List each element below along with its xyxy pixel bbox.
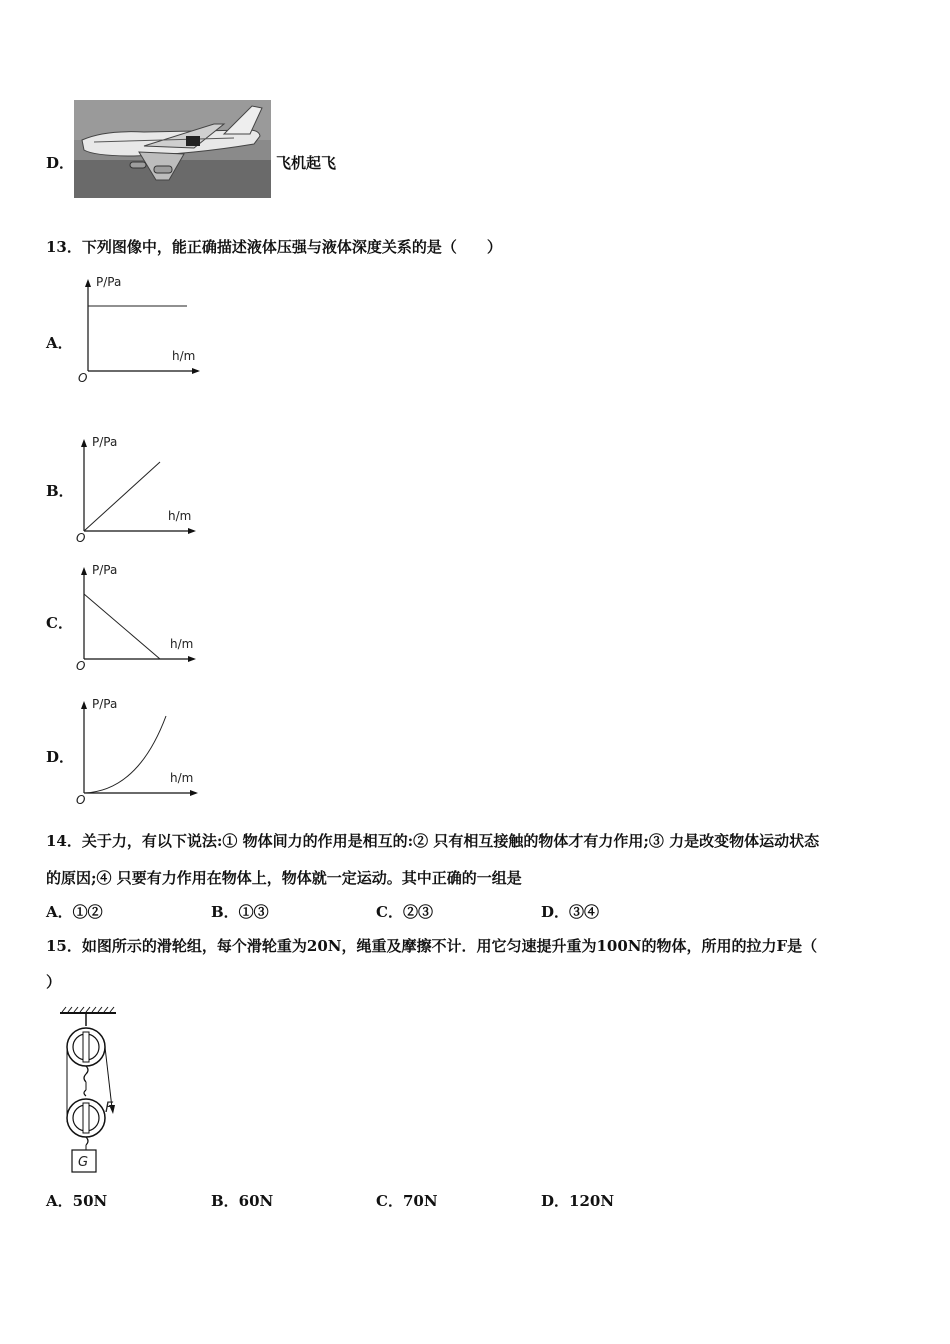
q13-stem: 13．下列图像中，能正确描述液体压强与液体深度关系的是（ ） [46,238,502,256]
q15-stem-line2: ） [46,973,62,991]
q14-option-b: B．①③ [211,903,269,921]
q12-option-d-caption: 飞机起飞 [276,154,337,172]
origin-label: O [76,793,86,807]
q14-option-a: A．①② [46,903,103,921]
origin-label: O [76,659,86,673]
weight-label: G [78,1155,89,1170]
q15-option-a: A．50N [46,1192,108,1210]
y-axis-label: P/Pa [92,435,118,449]
q15-stem-line1: 15．如图所示的滑轮组，每个滑轮重为20N，绳重及摩擦不计．用它匀速提升重为100N的物体，所用的拉力F是（ [46,937,818,955]
q12-option-d-label: D． [46,154,75,172]
airplane-photo [74,100,271,198]
x-axis-label: h/m [170,771,194,785]
pulley-diagram [52,1004,132,1176]
q13-graph-d [68,696,208,808]
origin-label: O [78,371,88,385]
q14-option-d: D．③④ [541,903,600,921]
q13-option-c-label: C． [46,614,73,632]
y-axis-label: P/Pa [96,275,122,289]
q13-graph-c [68,562,208,674]
y-axis-label: P/Pa [92,563,118,577]
q13-option-b-label: B． [46,482,74,500]
q15-option-b: B．60N [211,1192,274,1210]
q15-option-d: D．120N [541,1192,615,1210]
q14-stem-line1: 14．关于力，有以下说法:① 物体间力的作用是相互的:② 只有相互接触的物体才有力作用;③ 力是改变物体运动状态 [46,832,820,850]
x-axis-label: h/m [170,637,194,651]
q14-stem-line2: 的原因;④ 只要有力作用在物体上，物体就一定运动。其中正确的一组是 [46,869,522,887]
q15-option-c: C．70N [376,1192,438,1210]
q13-graph-a [72,274,212,386]
origin-label: O [76,531,86,545]
force-label: F [105,1100,114,1116]
x-axis-label: h/m [168,509,192,523]
y-axis-label: P/Pa [92,697,118,711]
q13-option-d-label: D． [46,748,75,766]
q13-graph-b [68,434,208,546]
q14-option-c: C．②③ [376,903,433,921]
x-axis-label: h/m [172,349,196,363]
q13-option-a-label: A． [46,334,73,352]
